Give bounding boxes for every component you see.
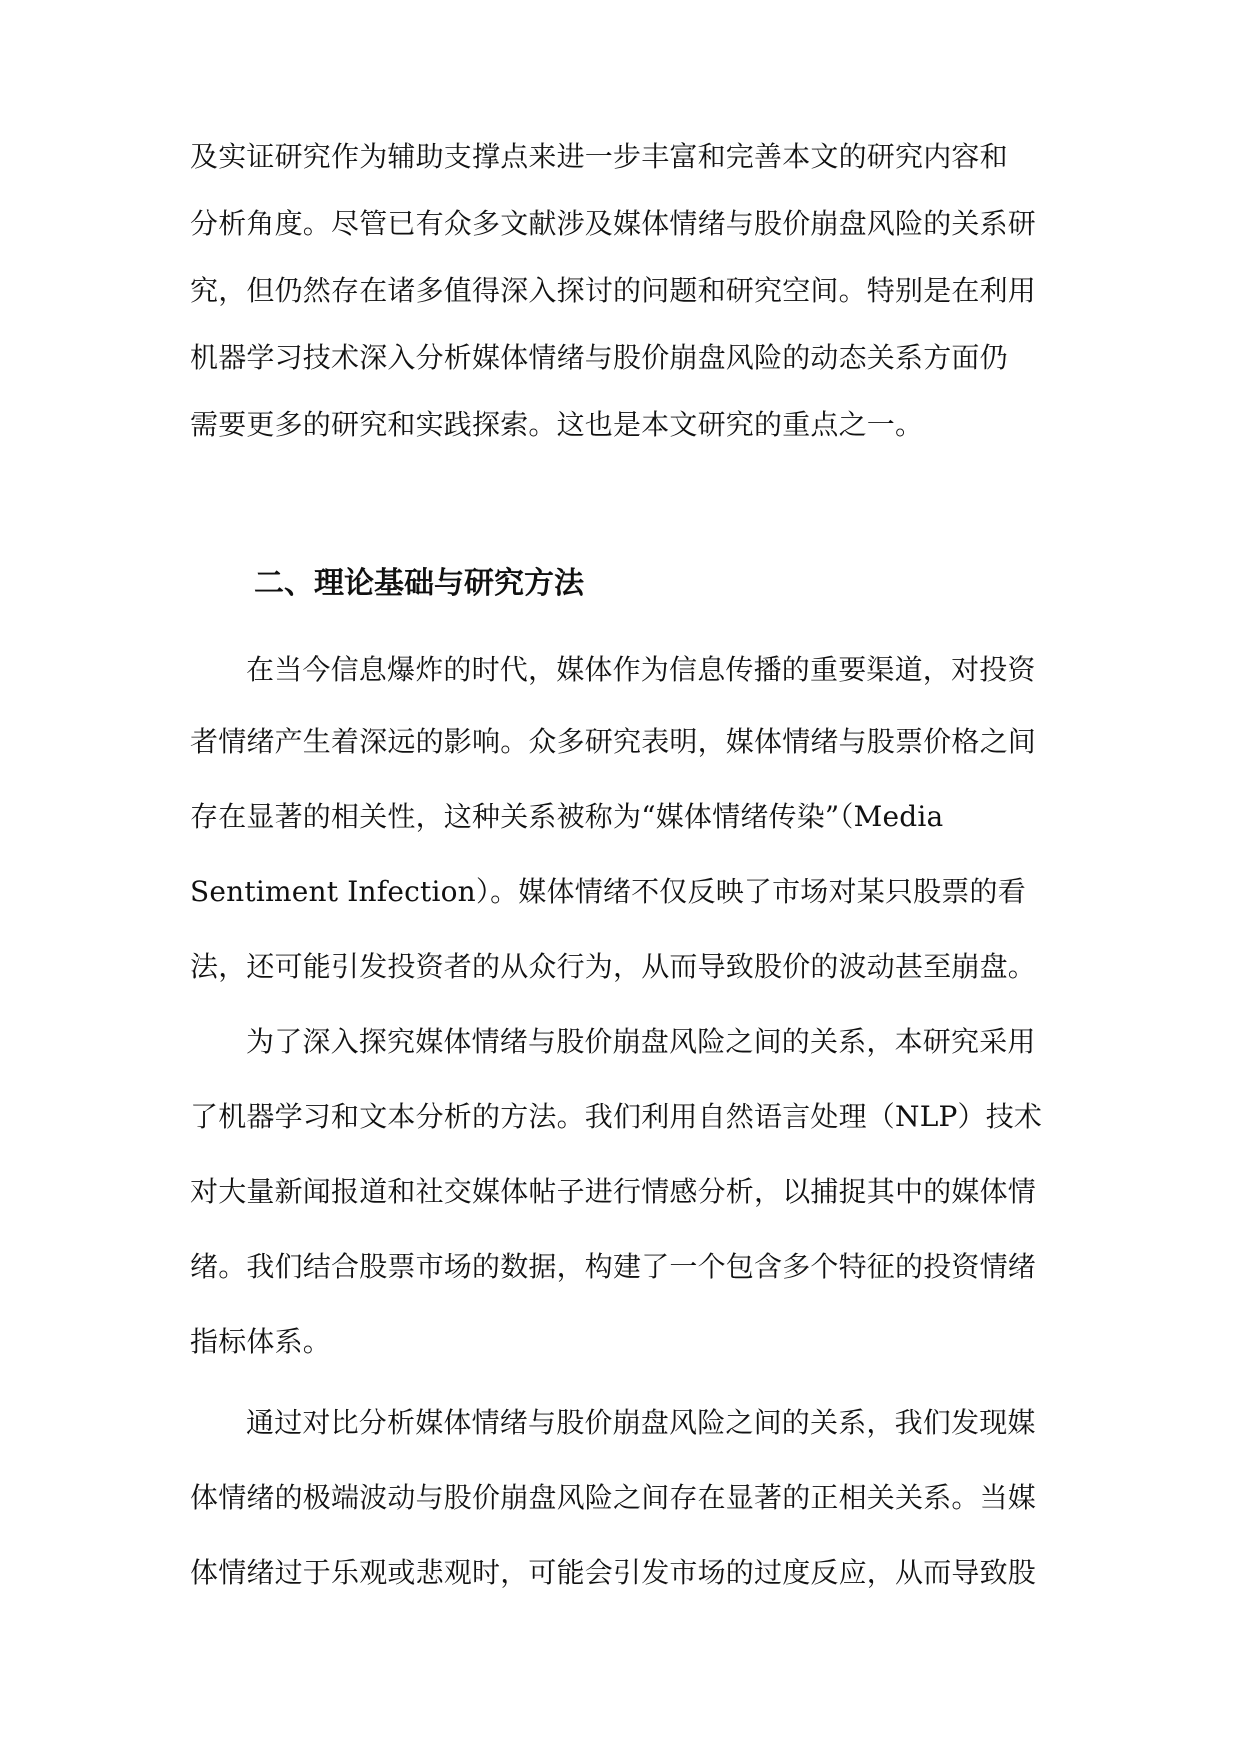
paragraph1-line-4: Sentiment Infection）。媒体情绪不仅反映了市场对某只股票的看 xyxy=(190,875,1026,908)
paragraph2-line-4: 绪。我们结合股票市场的数据，构建了一个包含多个特征的投资情绪 xyxy=(190,1250,1037,1283)
section-heading: 二、理论基础与研究方法 xyxy=(254,566,584,601)
intro-line-5: 需要更多的研究和实践探索。这也是本文研究的重点之一。 xyxy=(190,408,924,441)
paragraph3-line-2: 体情绪的极端波动与股价崩盘风险之间存在显著的正相关关系。当媒 xyxy=(190,1481,1037,1514)
paragraph3-line-1: 通过对比分析媒体情绪与股价崩盘风险之间的关系，我们发现媒 xyxy=(246,1406,1036,1439)
paragraph1-line-2: 者情绪产生着深远的影响。众多研究表明，媒体情绪与股票价格之间 xyxy=(190,725,1037,758)
paragraph3-line-3: 体情绪过于乐观或悲观时，可能会引发市场的过度反应，从而导致股 xyxy=(190,1556,1037,1589)
paragraph1-line-1: 在当今信息爆炸的时代，媒体作为信息传播的重要渠道，对投资 xyxy=(246,653,1036,686)
intro-line-1: 及实证研究作为辅助支撑点来进一步丰富和完善本文的研究内容和 xyxy=(190,140,1008,173)
paragraph2-line-2: 了机器学习和文本分析的方法。我们利用自然语言处理（NLP）技术 xyxy=(190,1100,1043,1133)
intro-line-2: 分析角度。尽管已有众多文献涉及媒体情绪与股价崩盘风险的关系研 xyxy=(190,207,1037,240)
intro-line-4: 机器学习技术深入分析媒体情绪与股价崩盘风险的动态关系方面仍 xyxy=(190,341,1008,374)
paragraph2-line-1: 为了深入探究媒体情绪与股价崩盘风险之间的关系，本研究采用 xyxy=(246,1025,1036,1058)
intro-line-3: 究，但仍然存在诸多值得深入探讨的问题和研究空间。特别是在利用 xyxy=(190,274,1037,307)
paragraph1-line-3: 存在显著的相关性，这种关系被称为“媒体情绪传染”（Media xyxy=(190,800,944,833)
paragraph2-line-3: 对大量新闻报道和社交媒体帖子进行情感分析，以捕捉其中的媒体情 xyxy=(190,1175,1037,1208)
paragraph1-line-5: 法，还可能引发投资者的从众行为，从而导致股价的波动甚至崩盘。 xyxy=(190,950,1037,983)
paragraph2-line-5: 指标体系。 xyxy=(190,1325,332,1358)
